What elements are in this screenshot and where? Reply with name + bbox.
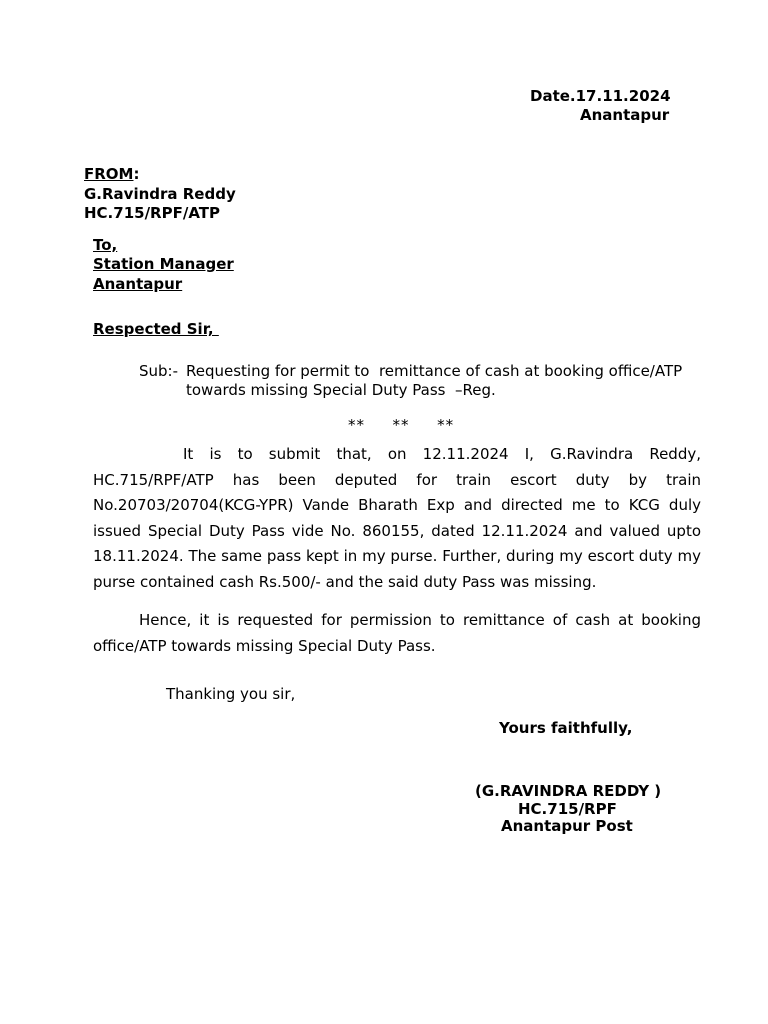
closing-valediction: Yours faithfully,: [499, 719, 633, 737]
sender-name: G.Ravindra Reddy: [84, 185, 236, 203]
recipient-name: Station Manager: [93, 255, 234, 273]
sender-designation: HC.715/RPF/ATP: [84, 204, 220, 222]
subject-line-1: Requesting for permit to remittance of cash at booking office/ATP: [186, 362, 683, 380]
separator-stars: ** ** **: [348, 416, 455, 434]
recipient-place: Anantapur: [93, 275, 183, 293]
body-paragraph-1: It is to submit that, on 12.11.2024 I, G.Ravindra Reddy, HC.715/RPF/ATP has been deputed for train escort duty by train No.20703/20704(KCG-YPR) Vande Bharath Exp and directed me to KCG duly issued Special Duty Pass vide No. 860155, dated 12.11.2024 and valued upto 18.11.2024. The same pass kept in my purse. Further, during my escort duty my purse contained cash Rs.500/- and the said duty Pass was missing.: [93, 445, 701, 591]
from-label-colon: :: [133, 165, 140, 183]
subject-line-2: towards missing Special Duty Pass –Reg.: [186, 381, 496, 399]
signature-designation: HC.715/RPF: [518, 800, 617, 818]
letter-date: Date.17.11.2024: [530, 87, 671, 105]
to-label: To,: [93, 236, 118, 254]
signature-post: Anantapur Post: [501, 817, 633, 835]
from-label-text: FROM: [84, 165, 134, 183]
salutation: Respected Sir,: [93, 320, 219, 338]
closing-thanks: Thanking you sir,: [166, 685, 296, 703]
body-paragraph-2: Hence, it is requested for permission to remittance of cash at booking office/ATP towards missing Special Duty Pass.: [93, 611, 701, 655]
from-label: [84, 165, 139, 184]
letter-place: Anantapur: [580, 106, 670, 124]
signature-name: (G.RAVINDRA REDDY ): [475, 782, 662, 800]
subject-prefix: Sub:-: [139, 362, 179, 380]
